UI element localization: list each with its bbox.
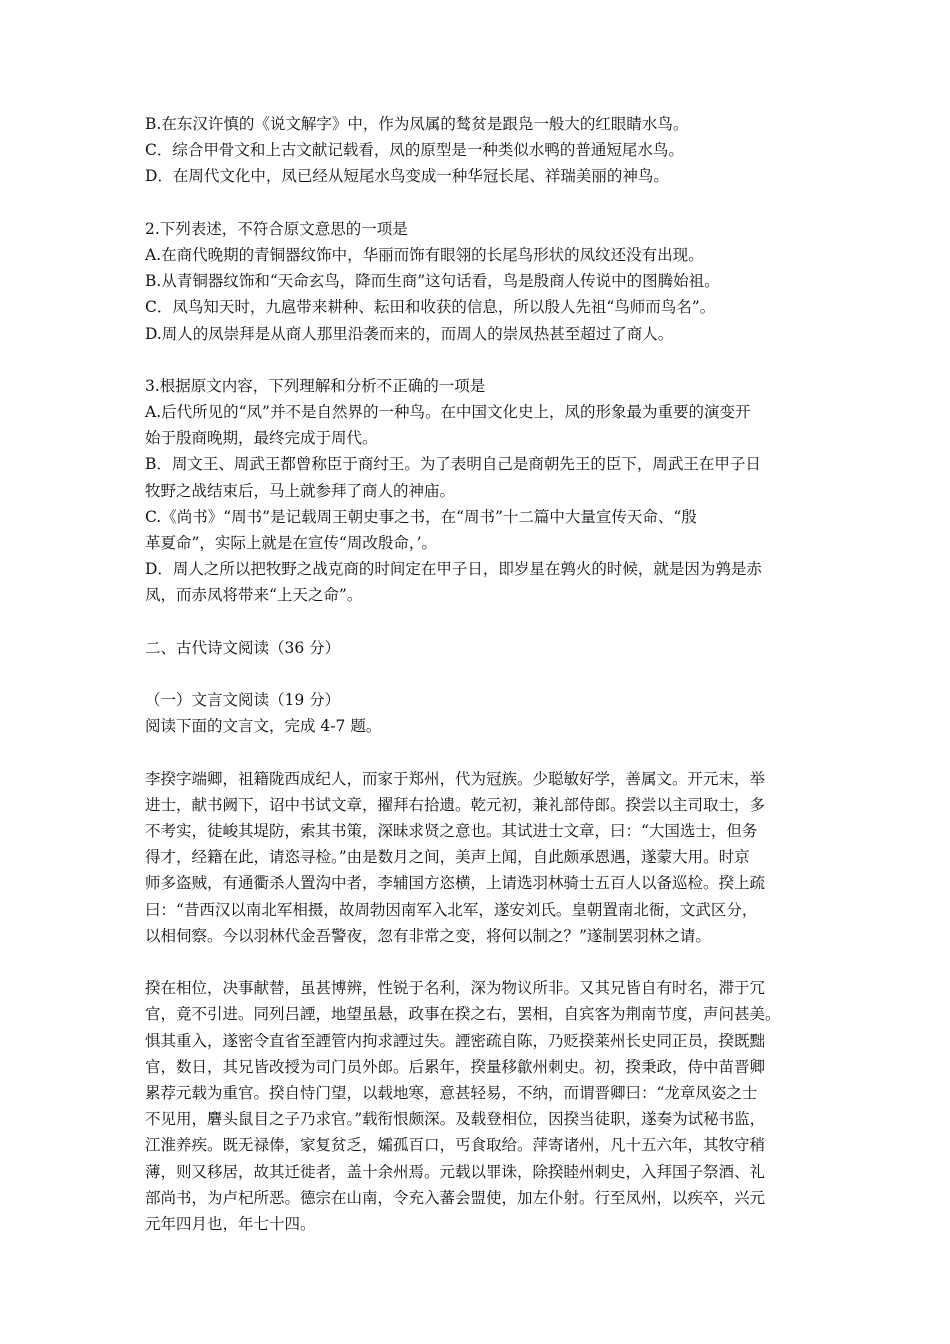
q2-option-d: D.周人的凤崇拜是从商人那里沿袭而来的，而周人的崇凤热甚至超过了商人。 [145, 324, 674, 343]
q3-line: C.《尚书》“周书”是记载周王朝史事之书，在“周书”十二篇中大量宣传天命、“殷 [145, 507, 697, 526]
q2-option-c: C．凤鸟知天时，九扈带来耕种、耘田和收获的信息，所以殷人先祖“鸟师而鸟名”。 [145, 298, 716, 317]
q2-option-a: A.在商代晚期的青铜器纹饰中，华丽而饰有眼翎的长尾鸟形状的凤纹还没有出现。 [145, 245, 704, 264]
q2-stem: 2.下列表述，不符合原文意思的一项是 [145, 219, 408, 238]
passage-line: 累荐元载为重官。揆自恃门望，以载地寒，意甚轻易，不纳，而谓晋卿曰：“龙章凤姿之士 [145, 1083, 758, 1102]
section-title: 二、古代诗文阅读（36 分） [145, 638, 341, 657]
passage-line: 官，数日，其兄皆改授为司门员外郎。后累年，揆量移歙州刺史。初，揆秉政，侍中苗晋卿 [145, 1057, 766, 1076]
passage-line: 部尚书，为卢杞所恶。德宗在山南，令充入蕃会盟使，加左仆射。行至凤州，以疾卒，兴元 [145, 1188, 766, 1207]
q3-line: 革夏命”，实际上就是在宣传“周改殷命，’。 [145, 534, 438, 552]
q3-line: 始于殷商晚期，最终完成于周代。 [145, 429, 378, 448]
q1-option-c: C．综合甲骨文和上古文献记载看，凤的原型是一种类似水鸭的普通短尾水鸟。 [145, 141, 684, 160]
reading-instruction: 阅读下面的文言文，完成 4-7 题。 [145, 717, 382, 736]
q3-line: 牧野之战结束后，马上就参拜了商人的神庙。 [145, 481, 456, 500]
passage-line: 薄，则又移居，故其迁徙者，盖十余州焉。元载以罪诛，除揆睦州刺史，入拜国子祭酒、礼 [145, 1162, 766, 1181]
q1-option-d: D．在周代文化中，凤已经从短尾水鸟变成一种华冠长尾、祥瑞美丽的神鸟。 [145, 167, 669, 186]
passage-line: 得才，经籍在此，请恣寻检。”由是数月之间，美声上闻，自此颇承恩遇，遂蒙大用。时京 [145, 848, 750, 867]
passage-line: 揆在相位，决事献替，虽甚博辨，性锐于名利，深为物议所非。又其兄皆自有时名，滞于冗 [145, 979, 766, 998]
q2-option-b: B.从青铜器纹饰和“天命玄鸟，降而生商”这句话看，鸟是殷商人传说中的图腾始祖。 [145, 272, 720, 291]
passage-paragraph-2 [145, 975, 815, 1237]
q1-option-b: B.在东汉许慎的《说文解字》中，作为凤属的鹙贫是跟凫一般大的红眼睛水鸟。 [145, 115, 689, 133]
q1-options [145, 111, 815, 190]
q3-line: D．周人之所以把牧野之战克商的时间定在甲子日，即岁星在鹑火的时候，就是因为鹑是赤 [145, 560, 762, 579]
q3-line: A.后代所见的“凤”并不是自然界的一种鸟。在中国文化史上，凤的形象最为重要的演变开 [145, 403, 751, 422]
passage-line: 不见用，麏头鼠目之子乃求官。”载衔恨颇深。及载登相位，因揆当徒职，遂奏为试秘书监， [145, 1110, 766, 1129]
subsection-title: （一）文言文阅读（19 分） [145, 691, 341, 710]
passage-line: 曰：“昔西汉以南北军相摄，故周勃因南军入北军，遂安刘氏。皇朝置南北衙，文武区分， [145, 900, 758, 919]
q3-line: 凤，而赤凤将带来“上天之命”。 [145, 586, 363, 605]
passage-paragraph-1 [145, 766, 815, 949]
passage-line: 不考实，徒峻其堤防，索其书策，深昧求贤之意也。其试进士文章，曰：“大国选士，但务 [145, 822, 758, 841]
passage-line: 师多盗贼，有通衢杀人置沟中者，李辅国方恣横，上请选羽林骑士五百人以备巡检。揆上疏 [145, 874, 766, 893]
question-2 [145, 216, 815, 347]
passage-line: 以相伺察。今以羽林代金吾警夜，忽有非常之变，将何以制之？”遂制罢羽林之请。 [145, 926, 711, 945]
passage-line: 元年四月也，年七十四。 [145, 1214, 316, 1233]
q3-line: B．周文王、周武王都曾称臣于商纣王。为了表明自己是商朝先王的臣下，周武王在甲子日 [145, 455, 761, 474]
passage-line: 进士，献书阙下，诏中书试文章，擢拜右拾遗。乾元初，兼礼部侍郎。揆尝以主司取士，多 [145, 795, 766, 814]
passage-line: 李揆字端卿，祖籍陇西成纪人，而家于郑州，代为冠族。少聪敏好学，善属文。开元末，举 [145, 769, 766, 788]
q3-stem: 3.根据原文内容，下列理解和分析不正确的一项是 [145, 376, 486, 395]
question-3 [145, 373, 815, 609]
exam-page [145, 111, 815, 1237]
passage-line: 官，竟不引进。同列吕諲，地望虽悬，政事在揆之右，罢相，自宾客为荆南节度，声问甚美。 [145, 1005, 781, 1024]
passage-line: 惧其重入，遂密令直省至諲管内拘求諲过失。諲密疏自陈，乃贬揆莱州长史同正员，揆既黜 [145, 1031, 766, 1050]
passage-line: 江淮养疾。既无禄俸，家复贫乏，孀孤百口，丐食取给。萍寄诸州，凡十五六年，其牧守稍 [145, 1136, 766, 1155]
